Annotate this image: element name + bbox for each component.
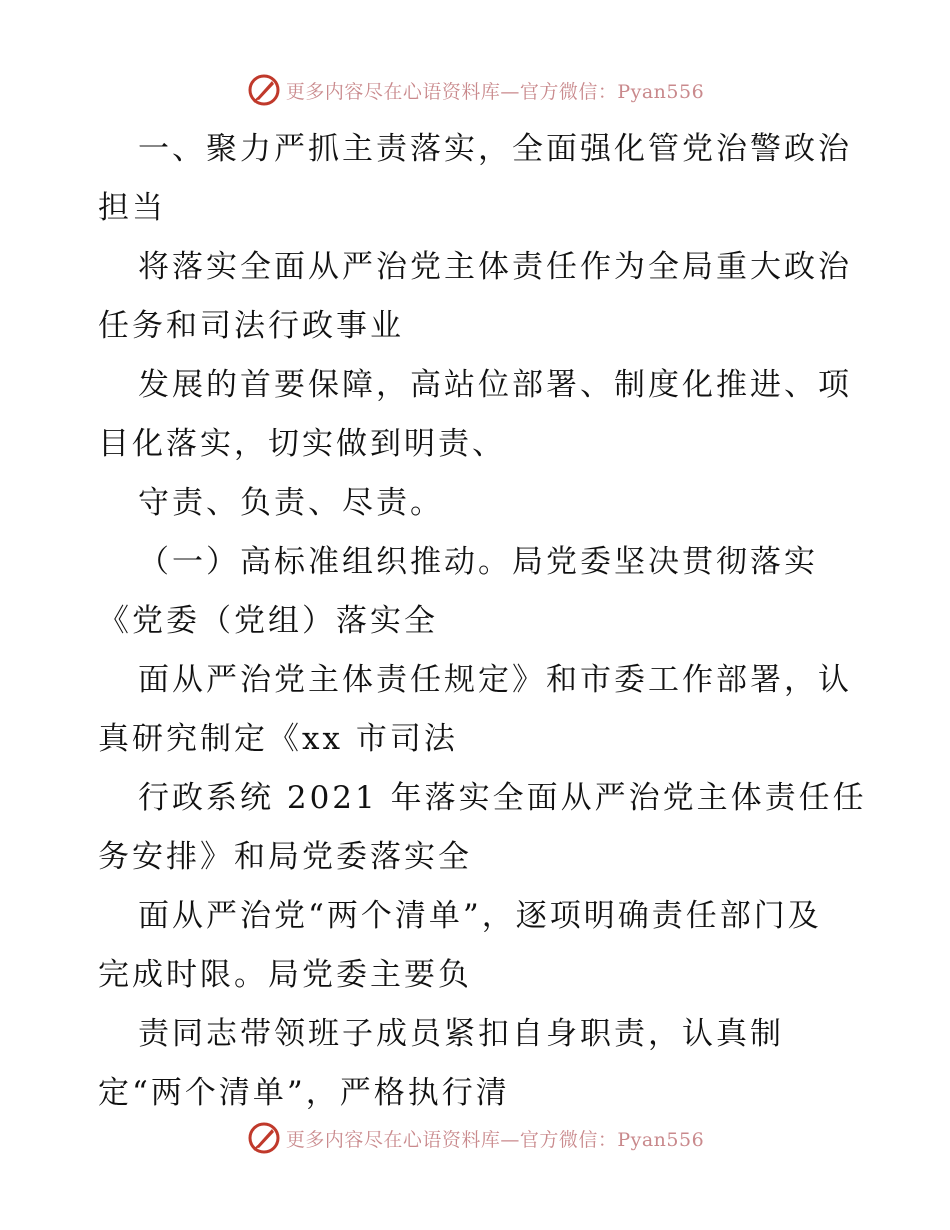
header-banner-text: 更多内容尽在心语资料库—官方微信：Pyan556 [285, 80, 705, 103]
text-line: 责同志带领班子成员紧扣自身职责，认真制 [138, 1016, 784, 1052]
text-line: 一、聚力严抓主责落实，全面强化管党治警政治 [138, 131, 852, 167]
footer-banner [0, 1118, 950, 1158]
text-line: 将落实全面从严治党主体责任作为全局重大政治 [138, 249, 852, 285]
text-line: 守责、负责、尽责。 [138, 485, 444, 521]
footer-banner-text: 更多内容尽在心语资料库—官方微信：Pyan556 [285, 1128, 705, 1151]
text-line: 真研究制定《xx 市司法 [98, 721, 458, 757]
document-body [98, 120, 867, 1123]
text-line: 发展的首要保障，高站位部署、制度化推进、项 [138, 367, 852, 403]
text-line: 担当 [98, 190, 166, 226]
text-line: （一）高标准组织推动。局党委坚决贯彻落实 [138, 544, 818, 580]
text-line: 面从严治党“两个清单”，逐项明确责任部门及 [138, 898, 822, 934]
text-line: 面从严治党主体责任规定》和市委工作部署，认 [138, 662, 852, 698]
quill-logo-icon [246, 72, 282, 108]
text-line: 务安排》和局党委落实全 [98, 839, 472, 875]
text-line: 《党委（党组）落实全 [98, 603, 438, 639]
text-line: 行政系统 2021 年落实全面从严治党主体责任任 [138, 780, 867, 816]
text-line: 目化落实，切实做到明责、 [98, 426, 506, 462]
text-line: 任务和司法行政事业 [98, 308, 404, 344]
text-line: 完成时限。局党委主要负 [98, 957, 472, 993]
header-banner [0, 70, 950, 110]
text-line: 定“两个清单”，严格执行清 [98, 1075, 510, 1111]
quill-logo-icon [246, 1120, 282, 1156]
